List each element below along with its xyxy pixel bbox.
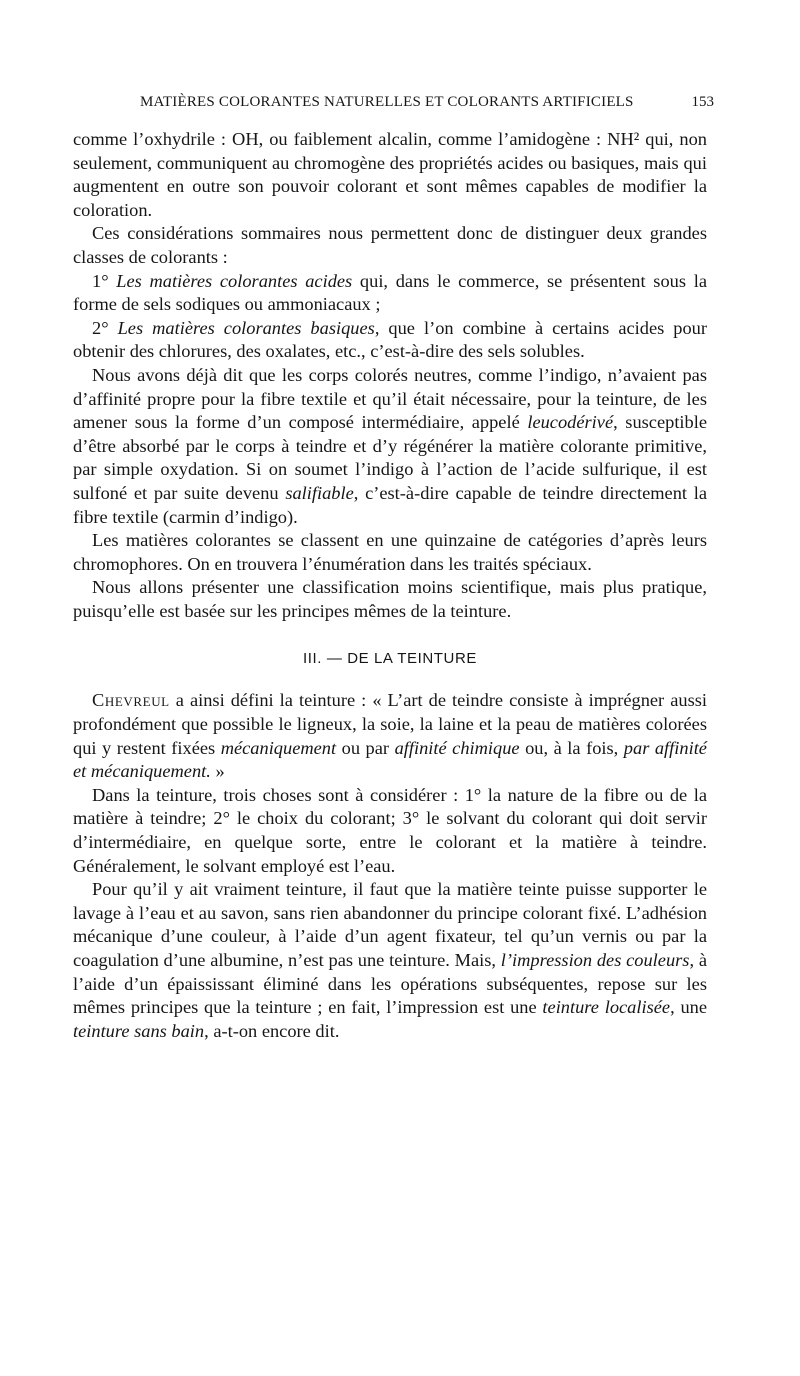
paragraph-indigo-text-b: , susceptible d’être absorbé par le corps à teindre et d’y régénérer la matière colorante primitive, par simple oxydation. Si on soumet l’indigo à l’action de l’acide sulfurique, il est sulfoné et par suite devenu bbox=[73, 412, 708, 503]
paragraph-acid-dyes bbox=[73, 270, 707, 317]
list-number-2: 2° bbox=[92, 317, 118, 338]
paragraph-chromophores: Les matières colorantes se classent en une quinzaine de catégories d’après leurs chromophores. On en trouvera l’énumération dans les traités spéciaux. bbox=[73, 530, 707, 574]
paragraph-true-dyeing bbox=[73, 878, 707, 1043]
paragraph-true-dyeing-text-c: , une bbox=[670, 997, 707, 1018]
body-text bbox=[73, 128, 707, 1043]
paragraph-basic-dyes bbox=[73, 317, 707, 364]
paragraph-true-dyeing-text-d: , a-t-on encore dit. bbox=[204, 1020, 340, 1041]
paragraph-chevreul-text-d: » bbox=[210, 761, 225, 782]
italic-term-basic-dyes: Les matières colorantes basiques bbox=[117, 317, 375, 338]
paragraph-1: comme l’oxhydrile : OH, ou faiblement alcalin, comme l’amidogène : NH² qui, non seulement, communiquent au chromogène des propriétés acides ou basiques, mais qui augmentent en outre son pouvoir colorant et sont mêmes capables de modifier la coloration. bbox=[73, 129, 707, 220]
italic-term-salifiable: salifiable bbox=[285, 482, 354, 503]
running-head bbox=[72, 94, 712, 116]
italic-term-affinite-chimique: affinité chimique bbox=[394, 737, 520, 758]
italic-term-affinite-et-mecaniquement: par affinité et mécaniquement. bbox=[73, 737, 707, 782]
italic-term-mecaniquement: mécaniquement bbox=[220, 737, 337, 758]
paragraph-indigo bbox=[73, 364, 707, 529]
italic-term-leucoderive: leucodérivé bbox=[527, 412, 614, 433]
paragraph-chevreul-text-a: a ainsi défini la teinture : « L’art de teindre consiste à imprégner aussi profondément que possible le ligneux, la soie, la laine et la peau de matières colorées qui y restent fixées bbox=[73, 690, 707, 758]
paragraph-chevreul-text-b: ou par bbox=[336, 737, 395, 758]
paragraph-basic-dyes-text: , que l’on combine à certains acides pour obtenir des chlorures, des oxalates, etc., c’est-à-dire des sels solubles. bbox=[73, 317, 707, 362]
italic-term-teinture-localisee: teinture localisée bbox=[542, 997, 671, 1018]
running-head-title: MATIÈRES COLORANTES NATURELLES ET COLORANTS ARTIFICIELS bbox=[140, 94, 634, 110]
paragraph-chevreul bbox=[73, 689, 707, 783]
italic-term-impression-des-couleurs: l’impression des couleurs bbox=[500, 950, 690, 970]
author-name: Chevreul bbox=[92, 690, 170, 711]
paragraph-2: Ces considérations sommaires nous permettent donc de distinguer deux grandes classes de colorants : bbox=[73, 223, 707, 267]
italic-term-teinture-sans-bain: teinture sans bain bbox=[73, 1020, 205, 1041]
paragraph-true-dyeing-text-a: Pour qu’il y ait vraiment teinture, il faut que la matière teinte puisse supporter le lavage à l’eau et au savon, sans rien abandonner du principe colorant fixé. L’adhésion mécanique d’une couleur, à l’aide d’un agent fixateur, tel qu’un vernis ou par la coagulation d’une albumine, n’est pas une teinture. Mais, bbox=[73, 879, 707, 970]
paragraph-indigo-text-c: , c’est-à-dire capable de teindre directement la fibre textile (carmin d’indigo). bbox=[73, 482, 707, 527]
paragraph-chevreul-text-c: ou, à la fois, bbox=[519, 737, 624, 758]
paragraph-three-things: Dans la teinture, trois choses sont à considérer : 1° la nature de la fibre ou de la matière à teindre; 2° le choix du colorant; 3° le solvant du colorant qui doit servir d’intermédiaire, en quelque sorte, entre le colorant et la matière à teindre. Généralement, le solvant employé est l’eau. bbox=[73, 784, 707, 876]
italic-term-acid-dyes: Les matières colorantes acides bbox=[116, 270, 353, 291]
paragraph-indigo-text-a: Nous avons déjà dit que les corps colorés neutres, comme l’indigo, n’avaient pas d’affinité propre pour la fibre textile et qu’il était nécessaire, pour la teinture, de les amener sous la forme d’un composé intermédiaire, appelé bbox=[73, 364, 707, 433]
page-number: 153 bbox=[691, 94, 714, 110]
list-number-1: 1° bbox=[92, 270, 117, 291]
section-heading: III. — DE LA TEINTURE bbox=[302, 650, 478, 668]
paragraph-true-dyeing-text-b: , à l’aide d’un épaississant éliminé dans les opérations subséquentes, repose sur les mêmes principes que la teinture ; en fait, l’impression est une bbox=[73, 950, 707, 1018]
paragraph-classification: Nous allons présenter une classification moins scientifique, mais plus pratique, puisqu’elle est basée sur les principes mêmes de la teinture. bbox=[73, 577, 707, 621]
paragraph-acid-dyes-text: qui, dans le commerce, se présentent sous la forme de sels sodiques ou ammoniacaux ; bbox=[73, 270, 707, 315]
